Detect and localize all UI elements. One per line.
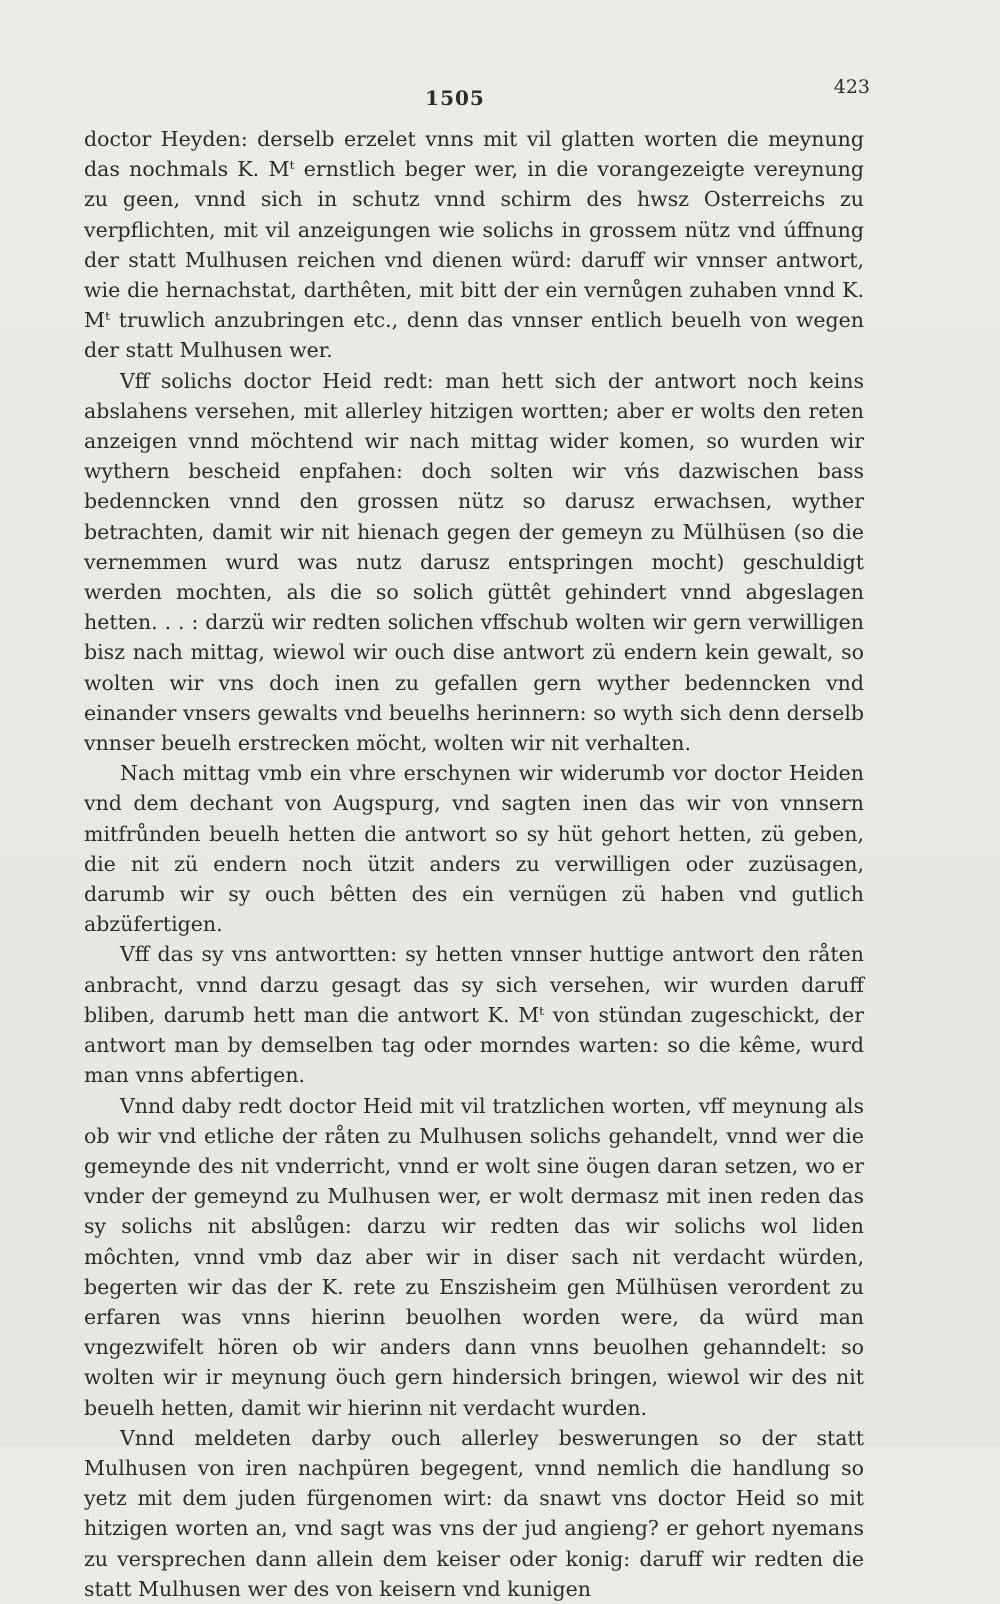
paragraph: Vnnd meldeten darby ouch allerley beswerungen so der statt Mulhusen von iren nachpüren begegent, vnnd nemlich die handlung so yetz mit dem juden fürgenomen wirt: da snawt vns doctor Heid so mit hitzigen worten an, vnd sagt was vns der jud angieng? er gehort nyemans zu versprechen dann allein dem keiser oder konig: daruff wir redten die statt Mulhusen wer des von keisern vnd kunigen — [84, 1425, 864, 1601]
paragraph: Vff das sy vns antwortten: sy hetten vnnser huttige antwort den råten anbracht, vnnd darzu gesagt das sy sich versehen, wir wurden daruff bliben, darumb hett man die antwort K. Mᵗ von stündan zugeschickt, der antwort man by demselben tag oder morndes warten: so die kême, wurd man vnns abfertigen. — [84, 942, 864, 1088]
paragraph: Nach mittag vmb ein vhre erschynen wir widerumb vor doctor Heiden vnd dem dechant von Augspurg, vnd sagten inen das wir von vnnsern mitfrůnden beuelh hetten die antwort so sy hüt gehort hetten, zü geben, die nit zü endern noch ützit anders zu verwilligen oder zuzüsagen, darumb wir sy ouch bêtten des ein vernügen zü haben vnd gutlich abzüfertigen. — [84, 761, 864, 937]
page-header-year: 1505 — [425, 86, 485, 110]
body-text — [84, 124, 864, 1604]
paragraph: Vnnd daby redt doctor Heid mit vil tratzlichen worten, vff meynung als ob wir vnd etliche der råten zu Mulhusen solichs gehandelt, vnnd wer die gemeynde des nit vnderricht, vnnd er wolt sine öugen daran setzen, wo er vnder der gemeynd zu Mulhusen wer, er wolt dermasz mit inen reden das sy solichs nit abslůgen: darzu wir redten das wir solichs wol liden môchten, vnnd vmb daz aber wir in diser sach nit verdacht würden, begerten wir das der K. rete zu Enszisheim gen Mülhüsen verordent zu erfaren was vnns hierinn beuolhen worden were, da würd man vngezwifelt hören ob wir anders dann vnns beuolhen gehanndelt: so wolten wir ir meynung öuch gern hindersich bringen, wiewol wir des nit beuelh hetten, damit wir hierinn nit verdacht wurden. — [84, 1093, 864, 1420]
paragraph: Vff solichs doctor Heid redt: man hett sich der antwort noch keins abslahens versehen, mit allerley hitzigen wortten; aber er wolts den reten anzeigen vnnd möchtend wir nach mittag wider komen, so wurden wir wythern bescheid enpfahen: doch solten wir vńs dazwischen bass bedenncken vnnd den grossen nütz so darusz erwachsen, wyther betrachten, damit wir nit hienach gegen der gemeyn zu Mülhüsen (so die vernemmen wurd was nutz darusz entspringen mocht) geschuldigt werden mochten, als die so solich güttêt gehindert vnnd abgeslagen hetten. . . : darzü wir redten solichen vffschub wolten wir gern verwilligen bisz nach mittag, wiewol wir ouch dise antwort zü endern kein gewalt, so wolten wir vns doch inen zu gefallen gern wyther bedenncken vnd einander vnsers gewalts vnd beuelhs herinnern: so wyth sich denn derselb vnnser beuelh erstrecken möcht, wolten wir nit verhalten. — [84, 368, 864, 756]
page-number: 423 — [833, 76, 870, 98]
paragraph: doctor Heyden: derselb erzelet vnns mit vil glatten worten die meynung das nochmals K. Mᵗ ernstlich beger wer, in die vorangezeigte vereynung zu geen, vnnd sich in schutz vnnd schirm des hwsz Osterreichs zu verpflichten, mit vil anzeigungen wie solichs in grossem nütz vnd úffnung der statt Mulhusen reichen vnd dienen würd: daruff wir vnnser antwort, wie die hernachstat, darthêten, mit bitt der ein vernůgen zuhaben vnnd K. Mᵗ truwlich anzubringen etc., denn das vnnser entlich beuelh von wegen der statt Mulhusen wer. — [84, 127, 864, 363]
